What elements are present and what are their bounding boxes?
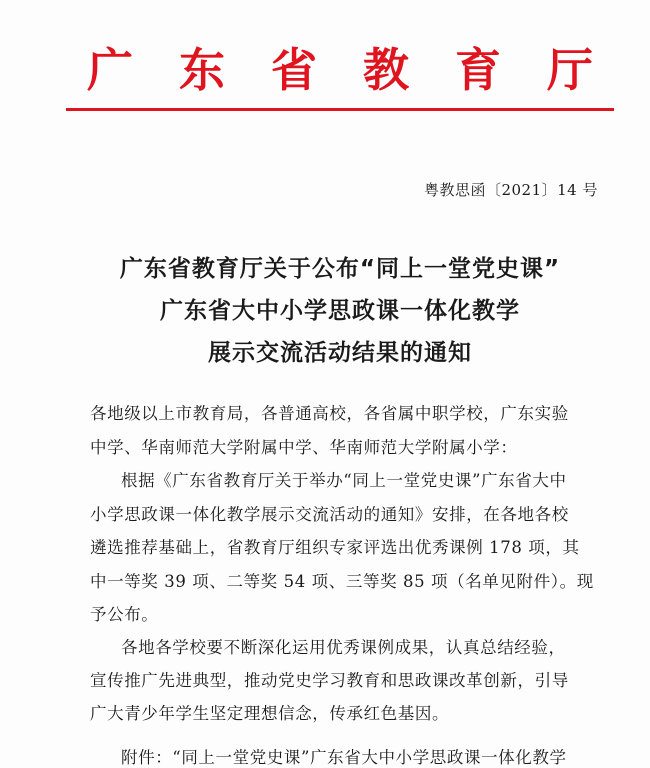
attachment-line: 附件：“同上一堂党史课”广东省大中小学思政课一体化教学 <box>121 748 567 767</box>
header-char: 东 <box>179 43 225 97</box>
document-title-line: 广东省大中小学思政课一体化教学 <box>160 298 520 324</box>
addressee-line: 中学、华南师范大学附属中学、华南师范大学附属小学： <box>90 438 518 457</box>
body-paragraph-line: 广大青少年学生坚定理想信念，传承红色基因。 <box>90 704 450 723</box>
body-paragraph-line: 小学思政课一体化教学展示交流活动的通知》安排，在各地各校 <box>90 505 569 524</box>
body-paragraph-line: 根据《广东省教育厅关于举办“同上一堂党史课”广东省大中 <box>121 471 567 490</box>
body-paragraph-line: 予公布。 <box>90 605 159 624</box>
document-title-line: 展示交流活动结果的通知 <box>208 340 472 366</box>
header-char: 省 <box>271 43 317 97</box>
header-char: 教 <box>363 43 409 97</box>
header-red-rule <box>66 108 614 111</box>
header-char: 广 <box>87 43 133 97</box>
header-char: 厅 <box>547 43 593 97</box>
document-title-line: 广东省教育厅关于公布“同上一堂党史课” <box>119 256 561 282</box>
issuing-authority-header <box>80 40 600 100</box>
addressee-line: 各地级以上市教育局，各普通高校，各省属中职学校，广东实验 <box>90 404 569 423</box>
body-paragraph-line: 各地各学校要不断深化运用优秀课例成果，认真总结经验， <box>121 638 566 657</box>
body-paragraph-line: 宣传推广先进典型，推动党史学习教育和思政课改革创新，引导 <box>90 671 569 690</box>
header-char: 育 <box>455 43 501 97</box>
document-number: 粤教思函〔2021〕14 号 <box>423 181 598 199</box>
body-paragraph-line: 中一等奖 39 项、二等奖 54 项、三等奖 85 项（名单见附件）。现 <box>90 572 594 591</box>
body-paragraph-line: 遴选推荐基础上，省教育厅组织专家评选出优秀课例 178 项，其 <box>90 538 580 557</box>
